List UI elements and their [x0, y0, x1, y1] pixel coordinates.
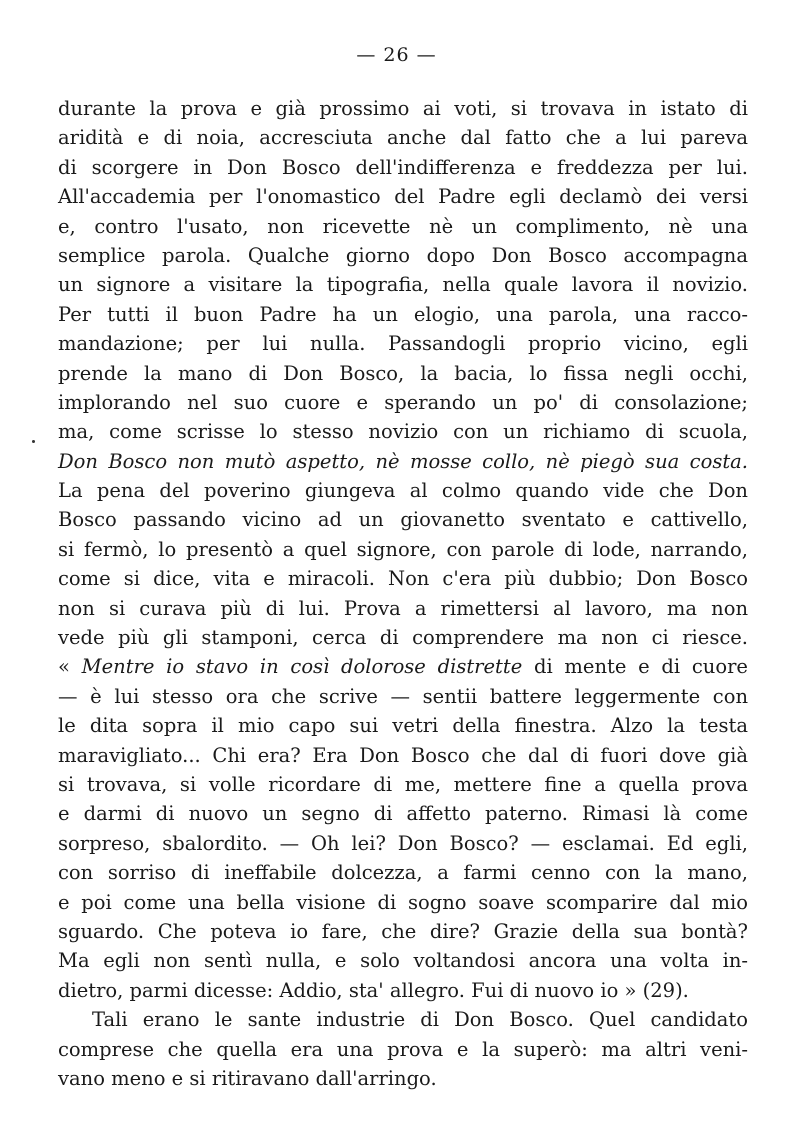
text-line: non si curava più di lui. Prova a rimettersi al lavoro, ma non [58, 596, 748, 620]
text-line: semplice parola. Qualche giorno dopo Don Bosco accompagna [58, 243, 748, 267]
text-line: durante la prova e già prossimo ai voti, si trovava in istato di [58, 97, 748, 120]
text-line: e darmi di nuovo un segno di affetto paterno. Rimasi là come [58, 802, 748, 826]
text-line: Per tutti il buon Padre ha un elogio, una parola, una racco- [58, 302, 748, 326]
text-line: ma, come scrisse lo stesso novizio con un richiamo di scuola, [58, 420, 748, 444]
italic-quote: Mentre io stavo in così dolorose distrette [81, 655, 523, 679]
text-line: vede più gli stamponi, cerca di comprendere ma non ci riesce. [58, 626, 748, 650]
text-line: sguardo. Che poteva io fare, che dire? Grazie della sua bontà? [58, 919, 748, 943]
text-line: vano meno e si ritiravano dall'arringo. [58, 1066, 437, 1090]
text-line: comprese che quella era una prova e la superò: ma altri veni- [58, 1037, 748, 1061]
text-line: Bosco passando vicino ad un giovanetto sventato e cattivello, [58, 508, 748, 532]
text-line: e, contro l'usato, non ricevette nè un complimento, nè una [58, 214, 748, 238]
text-line: dietro, parmi dicesse: Addio, sta' allegro. Fui di nuovo io » (29). [58, 978, 689, 1002]
text-line: sorpreso, sbalordito. — Oh lei? Don Bosco? — esclamai. Ed egli, [58, 831, 748, 855]
text-line: e poi come una bella visione di sogno soave scomparire dal mio [58, 890, 748, 914]
text-line: di scorgere in Don Bosco dell'indifferenza e freddezza per lui. [58, 155, 748, 179]
text-line: — è lui stesso ora che scrive — sentii battere leggermente con [58, 684, 748, 708]
text-line: le dita sopra il mio capo sui vetri della finestra. Alzo la testa [58, 714, 748, 738]
text-line: con sorriso di ineffabile dolcezza, a farmi cenno con la mano, [58, 861, 748, 885]
page-number: — 26 — [356, 44, 437, 66]
text-line: si trovava, si volle ricordare di me, mettere fine a quella prova [58, 772, 748, 796]
quote-rest: di mente e di cuore [522, 655, 748, 679]
quote-open: « [58, 655, 82, 679]
text-line: come si dice, vita e miracoli. Non c'era più dubbio; Don Bosco [58, 567, 748, 591]
text-line: maravigliato... Chi era? Era Don Bosco che dal di fuori dove già [58, 743, 748, 767]
text-line: aridità e di noia, accresciuta anche dal fatto che a lui pareva [58, 126, 748, 150]
text-line: prende la mano di Don Bosco, la bacia, lo fissa negli occhi, [58, 361, 748, 385]
text-line: All'accademia per l'onomastico del Padre egli declamò dei versi [58, 185, 748, 209]
text-line-italic [58, 447, 748, 476]
text-line-mixed [58, 652, 748, 681]
text-line: un signore a visitare la tipografia, nella quale lavora il novizio. [58, 273, 748, 297]
text-line: Ma egli non sentì nulla, e solo voltandosi ancora una volta in- [58, 949, 748, 973]
text-line: mandazione; per lui nulla. Passandogli proprio vicino, egli [58, 332, 748, 356]
text-line: implorando nel suo cuore e sperando un po' di consolazione; [58, 390, 748, 414]
print-speck [32, 440, 35, 443]
text-line: si fermò, lo presentò a quel signore, con parole di lode, narrando, [58, 537, 748, 561]
body-text [58, 94, 748, 1093]
text-line: Tali erano le sante industrie di Don Bosco. Quel candidato [92, 1008, 748, 1032]
text-line: La pena del poverino giungeva al colmo quando vide che Don [58, 479, 748, 503]
italic-quote: Don Bosco non mutò aspetto, nè mosse collo, nè piegò sua costa. [58, 449, 748, 473]
